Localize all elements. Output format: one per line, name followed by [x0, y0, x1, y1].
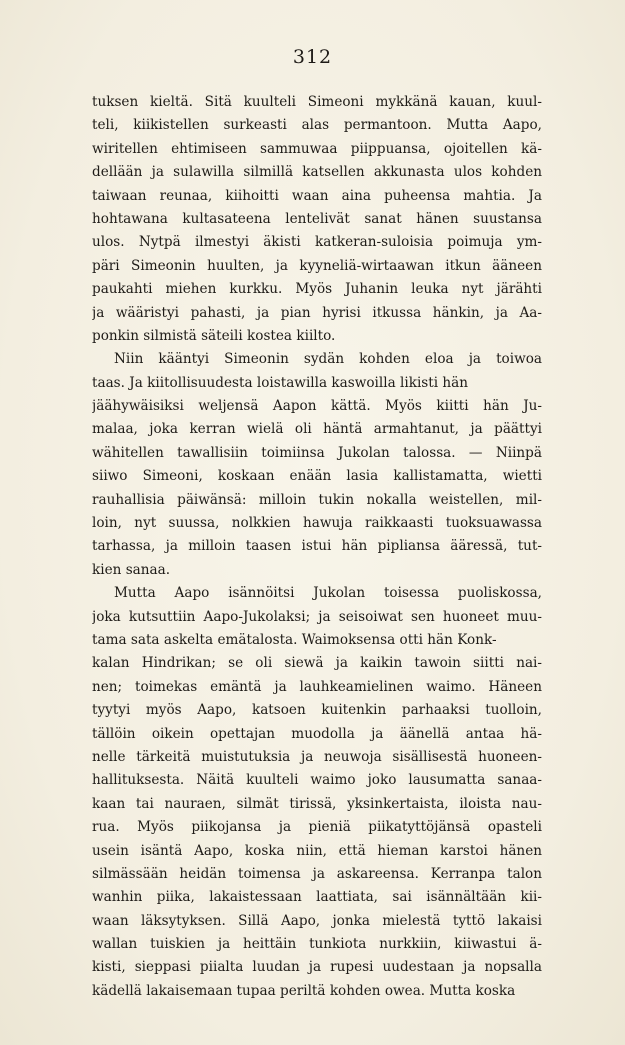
text-line: paukahti miehen kurkku. Myös Juhanin leuka nyt järähti [92, 281, 542, 298]
text-line: Mutta Aapo isännöitsi Jukolan toisessa puoliskossa, [114, 585, 542, 602]
text-line: tällöin oikein opettajan muodolla ja äänellä antaa hä- [92, 725, 542, 742]
text-line: ponkin silmistä säteili kostea kiilto. [92, 327, 336, 344]
text-line: tama sata askelta emätalosta. Waimoksensa otti hän Konk- [92, 631, 497, 648]
text-line: waan läksytyksen. Sillä Aapo, jonka mielestä tyttö lakaisi [92, 912, 542, 929]
text-line: kalan Hindrikan; se oli siewä ja kaikin tawoin siitti nai- [92, 655, 542, 672]
text-line: wallan tuiskien ja heittäin tunkiota nurkkiin, kiiwastui ä- [92, 936, 542, 953]
text-line: usein isäntä Aapo, koska niin, että hieman karstoi hänen [92, 842, 542, 859]
text-line: taiwaan reunaa, kiihoitti waan aina puheensa mahtia. Ja [92, 187, 542, 204]
text-line: teli, kiikistellen surkeasti alas permantoon. Mutta Aapo, [92, 117, 542, 134]
text-line: wähitellen tawallisiin toimiinsa Jukolan talossa. — Niinpä [92, 444, 542, 461]
text-line: malaa, joka kerran wielä oli häntä armahtanut, ja päättyi [92, 421, 542, 438]
body-text [92, 91, 542, 1003]
text-line: taas. Ja kiitollisuudesta loistawilla kaswoilla likisti hän [92, 374, 469, 391]
text-line: kisti, sieppasi piialta luudan ja rupesi uudestaan ja nopsalla [92, 959, 542, 976]
text-line: nen; toimekas emäntä ja lauhkeamielinen waimo. Häneen [92, 678, 542, 695]
text-line: kaan tai nauraen, silmät tirissä, yksinkertaista, iloista nau- [92, 795, 542, 812]
text-line: nelle tärkeitä muistutuksia ja neuwoja sisällisestä huoneen- [92, 748, 542, 765]
text-line: Niin kääntyi Simeonin sydän kohden eloa ja toiwoa [114, 351, 542, 368]
text-line: jäähywäisiksi weljensä Aapon kättä. Myös kiitti hän Ju- [92, 398, 542, 415]
text-line: tyytyi myös Aapo, katsoen kuitenkin parhaaksi tuolloin, [92, 702, 542, 719]
text-line: kien sanaa. [92, 561, 171, 578]
text-line: joka kutsuttiin Aapo-Jukolaksi; ja seisoiwat sen huoneet muu- [92, 608, 542, 625]
page-number: 312 [292, 46, 333, 68]
text-line: rauhallisia päiwänsä: milloin tukin nokalla weistellen, mil- [92, 491, 542, 508]
text-line: ulos. Nytpä ilmestyi äkisti katkeran-suloisia poimuja ym- [92, 234, 542, 251]
text-line: ja wääristyi pahasti, ja pian hyrisi itkussa hänkin, ja Aa- [92, 304, 542, 321]
text-line: tarhassa, ja milloin taasen istui hän pipliansa ääressä, tut- [92, 538, 542, 555]
text-line: kädellä lakaisemaan tupaa periltä kohden owea. Mutta koska [92, 982, 516, 999]
text-line: hohtawana kultasateena lentelivät sanat hänen suustansa [92, 210, 542, 227]
text-line: rua. Myös piikojansa ja pieniä piikatyttöjänsä opasteli [92, 819, 542, 836]
text-line: tuksen kieltä. Sitä kuulteli Simeoni mykkänä kauan, kuul- [92, 94, 542, 110]
text-line: silmässään heidän toimensa ja askareensa. Kerranpa talon [92, 865, 542, 882]
text-line: loin, nyt suussa, nolkkien hawuja raikkaasti tuoksuawassa [92, 515, 542, 532]
text-line: dellään ja sulawilla silmillä katsellen akkunasta ulos kohden [92, 164, 542, 181]
text-line: siiwo Simeoni, koskaan enään lasia kallistamatta, wietti [92, 468, 542, 485]
text-line: hallituksesta. Näitä kuulteli waimo joko lausumatta sanaa- [92, 772, 542, 789]
text-line: wiritellen ehtimiseen sammuwaa piippuansa, ojoitellen kä- [92, 140, 542, 157]
text-line: päri Simeonin huulten, ja kyyneliä-wirtaawan itkun ääneen [92, 257, 542, 274]
text-line: wanhin piika, lakaistessaan laattiata, sai isännältään kii- [92, 889, 542, 906]
